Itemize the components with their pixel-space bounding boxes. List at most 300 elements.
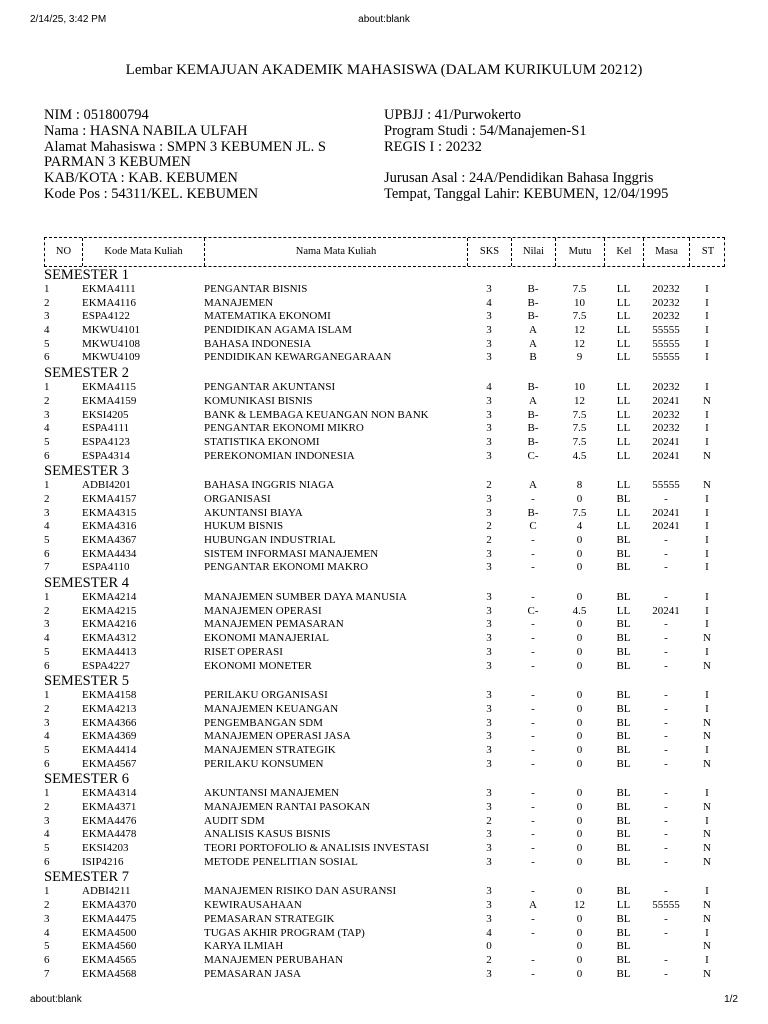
table-row xyxy=(44,787,744,801)
row-kode: ESPA4111 xyxy=(82,422,130,435)
row-kode: ESPA4122 xyxy=(82,310,130,323)
kode-pos: Kode Pos : 54311/KEL. KEBUMEN xyxy=(44,185,259,202)
row-kode: EKMA4434 xyxy=(82,547,137,560)
row-nilai: - xyxy=(531,534,535,546)
row-mutu: 12 xyxy=(574,337,585,350)
row-kel: BL xyxy=(616,842,631,855)
row-masa: 20241 xyxy=(652,506,680,519)
semester-heading: SEMESTER 1 xyxy=(44,267,129,283)
row-st: I xyxy=(705,689,709,702)
row-no: 1 xyxy=(44,479,50,492)
row-mutu: 0 xyxy=(576,591,583,604)
row-no: 6 xyxy=(44,449,50,462)
row-mutu: 0 xyxy=(576,547,583,560)
row-nama: KEWIRAUSAHAAN xyxy=(204,899,302,912)
row-nilai: B- xyxy=(527,408,539,421)
row-nilai: - xyxy=(531,743,535,756)
table-row xyxy=(44,689,744,703)
row-kel: BL xyxy=(616,814,631,827)
row-nilai: B- xyxy=(527,381,539,394)
row-st: I xyxy=(705,283,709,295)
row-st: N xyxy=(703,716,711,729)
row-nama: PENGANTAR BISNIS xyxy=(204,283,308,295)
row-sks: 4 xyxy=(486,381,492,394)
row-no: 5 xyxy=(44,645,50,658)
row-st: I xyxy=(705,381,709,394)
row-mutu: 0 xyxy=(576,787,583,800)
row-nama: KOMUNIKASI BISNIS xyxy=(204,394,313,407)
row-masa: - xyxy=(664,716,668,729)
row-masa: - xyxy=(664,885,668,898)
row-nilai: A xyxy=(529,479,537,492)
row-kel: BL xyxy=(616,940,631,953)
row-no: 3 xyxy=(44,408,50,421)
row-masa: 20241 xyxy=(652,604,680,617)
row-sks: 3 xyxy=(486,757,492,770)
row-sks: 3 xyxy=(486,394,492,407)
table-row xyxy=(44,913,744,927)
row-masa: - xyxy=(664,645,668,658)
row-nama: PENGEMBANGAN SDM xyxy=(204,716,323,729)
row-kel: LL xyxy=(616,479,631,492)
row-mutu: 0 xyxy=(576,757,583,770)
row-no: 4 xyxy=(44,422,50,435)
table-row xyxy=(44,338,744,352)
row-st: I xyxy=(705,324,709,337)
row-kel: BL xyxy=(616,885,631,898)
row-nilai: B- xyxy=(527,506,539,519)
row-kode: EKMA4367 xyxy=(82,534,137,546)
row-sks: 3 xyxy=(486,632,492,645)
row-kel: BL xyxy=(616,492,631,505)
row-mutu: 0 xyxy=(576,716,583,729)
row-nilai: - xyxy=(531,689,535,702)
row-kel: LL xyxy=(616,408,631,421)
row-mutu: 8 xyxy=(576,479,583,492)
row-kel: BL xyxy=(616,743,631,756)
row-masa: 20232 xyxy=(652,283,680,295)
row-nilai: - xyxy=(531,618,535,631)
row-masa: 20232 xyxy=(652,310,680,323)
row-masa: 55555 xyxy=(652,899,680,912)
row-no: 7 xyxy=(44,561,50,574)
row-no: 6 xyxy=(44,953,50,966)
row-kel: LL xyxy=(616,310,631,323)
row-no: 1 xyxy=(44,591,50,604)
row-st: I xyxy=(705,492,709,505)
row-nama: PENDIDIKAN KEWARGANEGARAAN xyxy=(204,351,392,364)
table-row xyxy=(44,801,744,815)
row-sks: 2 xyxy=(486,814,492,827)
row-kel: LL xyxy=(616,283,631,295)
row-nama: MANAJEMEN xyxy=(204,296,274,309)
print-page-title: about:blank xyxy=(358,14,410,25)
row-st: N xyxy=(703,757,711,770)
row-kel: BL xyxy=(616,618,631,631)
row-masa: - xyxy=(664,828,668,841)
row-mutu: 7.5 xyxy=(572,408,587,421)
row-nilai: - xyxy=(531,716,535,729)
row-st: N xyxy=(703,855,711,868)
row-nama: HUBUNGAN INDUSTRIAL xyxy=(204,534,336,546)
row-nama: TUGAS AKHIR PROGRAM (TAP) xyxy=(204,926,365,939)
row-nilai: - xyxy=(531,702,535,715)
table-row xyxy=(44,283,744,297)
col-no: NO xyxy=(45,238,83,266)
row-mutu: 0 xyxy=(576,561,583,574)
row-nama: MANAJEMEN OPERASI xyxy=(204,604,322,617)
alamat-line1: Alamat Mahasiswa : SMPN 3 KEBUMEN JL. S xyxy=(44,138,326,155)
table-row xyxy=(44,605,744,619)
row-nilai: C xyxy=(529,520,537,533)
row-st: I xyxy=(705,618,709,631)
row-mutu: 0 xyxy=(576,828,583,841)
row-kode: ESPA4123 xyxy=(82,435,130,448)
row-mutu: 12 xyxy=(574,324,585,337)
row-st: I xyxy=(705,645,709,658)
row-masa: 55555 xyxy=(652,324,680,337)
row-nilai: - xyxy=(531,561,535,574)
row-masa: - xyxy=(664,534,668,546)
table-row xyxy=(44,422,744,436)
semester-heading: SEMESTER 5 xyxy=(44,673,129,690)
row-nilai: - xyxy=(531,645,535,658)
row-sks: 3 xyxy=(486,591,492,604)
row-sks: 3 xyxy=(486,967,492,980)
semester-heading: SEMESTER 4 xyxy=(44,575,129,592)
row-no: 5 xyxy=(44,743,50,756)
row-masa: - xyxy=(664,912,668,925)
row-st: N xyxy=(703,842,711,855)
row-nilai: - xyxy=(531,659,535,672)
row-sks: 3 xyxy=(486,547,492,560)
row-sks: 3 xyxy=(486,324,492,337)
row-sks: 3 xyxy=(486,787,492,800)
row-sks: 3 xyxy=(486,618,492,631)
row-no: 7 xyxy=(44,967,50,980)
row-nama: MANAJEMEN SUMBER DAYA MANUSIA xyxy=(204,591,407,604)
row-nilai: A xyxy=(529,394,537,407)
col-nilai: Nilai xyxy=(512,238,556,266)
alamat-line2: PARMAN 3 KEBUMEN xyxy=(44,154,191,171)
row-kel: BL xyxy=(616,632,631,645)
row-mutu: 0 xyxy=(576,953,583,966)
row-st: I xyxy=(705,534,709,546)
row-no: 5 xyxy=(44,534,50,546)
row-kode: EKMA4568 xyxy=(82,967,137,980)
row-masa: - xyxy=(664,855,668,868)
row-nilai: - xyxy=(531,855,535,868)
table-row xyxy=(44,310,744,324)
row-st: I xyxy=(705,435,709,448)
row-nama: EKONOMI MANAJERIAL xyxy=(204,632,329,645)
row-no: 2 xyxy=(44,604,50,617)
table-header xyxy=(44,237,725,267)
table-row xyxy=(44,618,744,632)
print-datetime: 2/14/25, 3:42 PM xyxy=(30,14,107,25)
row-kode: EKMA4215 xyxy=(82,604,137,617)
row-masa: - xyxy=(664,689,668,702)
row-st: N xyxy=(703,912,711,925)
row-kel: BL xyxy=(616,787,631,800)
student-info-right xyxy=(384,108,744,203)
row-masa: 55555 xyxy=(652,337,680,350)
row-kode: ADBI4201 xyxy=(82,479,131,492)
row-nilai: - xyxy=(531,885,535,898)
row-kel: BL xyxy=(616,757,631,770)
row-st: I xyxy=(705,520,709,533)
col-mutu: Mutu xyxy=(556,238,605,266)
row-nilai: - xyxy=(531,828,535,841)
row-nilai: - xyxy=(531,912,535,925)
row-mutu: 0 xyxy=(576,842,583,855)
row-sks: 3 xyxy=(486,716,492,729)
row-kode: EKMA4475 xyxy=(82,912,137,925)
semester-heading: SEMESTER 3 xyxy=(44,463,129,480)
row-kode: EKMA4315 xyxy=(82,506,137,519)
row-kel: LL xyxy=(616,449,631,462)
table-row xyxy=(44,646,744,660)
row-kel: LL xyxy=(616,394,631,407)
row-mutu: 7.5 xyxy=(572,310,587,323)
table-row xyxy=(44,758,744,772)
row-kel: LL xyxy=(616,324,631,337)
row-mutu: 10 xyxy=(574,381,585,394)
table-row xyxy=(44,351,744,365)
table-row xyxy=(44,479,744,493)
row-kel: LL xyxy=(616,604,631,617)
row-nilai: A xyxy=(529,324,537,337)
row-kel: LL xyxy=(616,506,631,519)
row-st: I xyxy=(705,591,709,604)
row-st: N xyxy=(703,828,711,841)
row-st: I xyxy=(705,814,709,827)
row-sks: 3 xyxy=(486,828,492,841)
table-row xyxy=(44,856,744,870)
row-no: 3 xyxy=(44,814,50,827)
row-kode: ESPA4227 xyxy=(82,659,130,672)
row-st: N xyxy=(703,632,711,645)
row-st: N xyxy=(703,899,711,912)
row-sks: 3 xyxy=(486,337,492,350)
row-nama: MANAJEMEN PERUBAHAN xyxy=(204,953,344,966)
row-kel: LL xyxy=(616,899,631,912)
table-row xyxy=(44,561,744,575)
table-row xyxy=(44,507,744,521)
table-row xyxy=(44,534,744,548)
row-no: 1 xyxy=(44,885,50,898)
row-kel: BL xyxy=(616,689,631,702)
row-no: 2 xyxy=(44,899,50,912)
row-nama: PENDIDIKAN AGAMA ISLAM xyxy=(204,324,352,337)
row-masa: - xyxy=(664,842,668,855)
row-mutu: 0 xyxy=(576,855,583,868)
row-kode: EKMA4500 xyxy=(82,926,137,939)
row-nilai: A xyxy=(529,899,537,912)
row-mutu: 12 xyxy=(574,394,585,407)
row-masa: 55555 xyxy=(652,479,680,492)
upbjj: UPBJJ : 41/Purwokerto xyxy=(384,107,521,123)
document-title: Lembar KEMAJUAN AKADEMIK MAHASISWA (DALAM KURIKULUM 20212) xyxy=(125,62,643,78)
table-row xyxy=(44,899,744,913)
row-no: 5 xyxy=(44,940,50,953)
row-sks: 3 xyxy=(486,422,492,435)
row-kel: BL xyxy=(616,659,631,672)
row-nama: AKUNTANSI MANAJEMEN xyxy=(204,787,340,800)
row-nilai: - xyxy=(531,926,535,939)
row-masa: 20232 xyxy=(652,381,680,394)
row-mutu: 0 xyxy=(576,702,583,715)
row-kode: EKMA4314 xyxy=(82,787,137,800)
row-masa: - xyxy=(664,801,668,813)
row-mutu: 0 xyxy=(576,967,583,980)
row-masa: 20241 xyxy=(652,449,680,462)
row-masa: 20241 xyxy=(652,520,680,533)
row-mutu: 12 xyxy=(574,899,585,912)
row-no: 1 xyxy=(44,787,50,800)
row-no: 4 xyxy=(44,324,50,337)
row-masa: - xyxy=(664,743,668,756)
row-st: I xyxy=(705,296,709,309)
row-st: N xyxy=(703,449,711,462)
table-row xyxy=(44,940,744,954)
row-mutu: 0 xyxy=(576,689,583,702)
table-row xyxy=(44,927,744,941)
row-nama: METODE PENELITIAN SOSIAL xyxy=(204,855,358,868)
row-mutu: 0 xyxy=(576,912,583,925)
row-kode: EKMA4565 xyxy=(82,953,137,966)
row-masa: - xyxy=(664,591,668,604)
table-row xyxy=(44,703,744,717)
row-kel: BL xyxy=(616,967,631,980)
row-kel: BL xyxy=(616,828,631,841)
row-mutu: 0 xyxy=(576,659,583,672)
row-masa: - xyxy=(664,814,668,827)
row-nilai: - xyxy=(531,730,535,743)
row-nama: PENGANTAR EKONOMI MAKRO xyxy=(204,561,369,574)
row-nilai: B xyxy=(529,351,537,364)
row-kel: LL xyxy=(616,422,631,435)
row-kode: EKMA4157 xyxy=(82,492,137,505)
row-nilai: - xyxy=(531,757,535,770)
row-sks: 3 xyxy=(486,310,492,323)
row-no: 4 xyxy=(44,926,50,939)
row-nama: PEMASARAN JASA xyxy=(204,967,301,980)
row-kel: BL xyxy=(616,645,631,658)
row-kode: EKMA4312 xyxy=(82,632,137,645)
row-sks: 3 xyxy=(486,801,492,813)
row-nama: MANAJEMEN RANTAI PASOKAN xyxy=(204,801,371,813)
row-no: 4 xyxy=(44,730,50,743)
row-no: 1 xyxy=(44,283,50,295)
row-sks: 3 xyxy=(486,899,492,912)
row-st: I xyxy=(705,547,709,560)
row-nama: BAHASA INGGRIS NIAGA xyxy=(204,479,335,492)
row-nama: SISTEM INFORMASI MANAJEMEN xyxy=(204,547,379,560)
row-nama: TEORI PORTOFOLIO & ANALISIS INVESTASI xyxy=(204,842,429,855)
col-st: ST xyxy=(701,246,715,257)
table-row xyxy=(44,815,744,829)
row-st: N xyxy=(703,394,711,407)
row-no: 6 xyxy=(44,659,50,672)
col-sks: SKS xyxy=(468,238,512,266)
print-url: about:blank xyxy=(30,994,82,1005)
row-sks: 4 xyxy=(486,296,492,309)
row-kel: BL xyxy=(616,534,631,546)
table-row xyxy=(44,297,744,311)
row-mutu: 0 xyxy=(576,645,583,658)
row-no: 1 xyxy=(44,689,50,702)
table-row xyxy=(44,968,744,982)
row-kode: EKMA4214 xyxy=(82,591,137,604)
row-kode: EKMA4369 xyxy=(82,730,137,743)
table-row xyxy=(44,395,744,409)
row-kode: EKMA4560 xyxy=(82,940,137,953)
row-masa: - xyxy=(664,757,668,770)
row-nama: MANAJEMEN RISIKO DAN ASURANSI xyxy=(204,885,397,898)
row-mutu: 10 xyxy=(574,296,585,309)
row-no: 5 xyxy=(44,435,50,448)
table-row xyxy=(44,828,744,842)
row-nilai: - xyxy=(531,591,535,604)
row-mutu: 7.5 xyxy=(572,506,587,519)
row-nilai: - xyxy=(531,814,535,827)
table-row xyxy=(44,591,744,605)
row-st: I xyxy=(705,561,709,574)
row-masa: - xyxy=(664,632,668,645)
row-kode: EKMA4370 xyxy=(82,899,137,912)
jurusan-asal: Jurusan Asal : 24A/Pendidikan Bahasa Inggris xyxy=(384,170,654,187)
row-no: 2 xyxy=(44,801,50,813)
row-sks: 4 xyxy=(486,926,492,939)
row-st: I xyxy=(705,310,709,323)
row-st: N xyxy=(703,659,711,672)
col-nama: Nama Mata Kuliah xyxy=(205,238,468,266)
student-info-left xyxy=(44,108,374,203)
row-nilai: C- xyxy=(527,449,539,462)
row-masa: 20241 xyxy=(652,394,680,407)
row-no: 4 xyxy=(44,828,50,841)
row-kel: LL xyxy=(616,296,631,309)
row-kode: EKSI4205 xyxy=(82,408,129,421)
row-st: N xyxy=(703,479,711,492)
row-st: I xyxy=(705,702,709,715)
tempat-tanggal-lahir: Tempat, Tanggal Lahir: KEBUMEN, 12/04/1995 xyxy=(384,186,669,203)
row-sks: 3 xyxy=(486,702,492,715)
row-mutu: 4.5 xyxy=(572,449,587,462)
row-st: I xyxy=(705,408,709,421)
row-nilai: B- xyxy=(527,310,539,323)
row-kode: EKMA4316 xyxy=(82,520,137,533)
semester-heading: SEMESTER 2 xyxy=(44,365,129,382)
semester-heading: SEMESTER 6 xyxy=(44,771,129,788)
row-mutu: 0 xyxy=(576,743,583,756)
row-masa: - xyxy=(664,618,668,631)
table-row xyxy=(44,548,744,562)
row-nilai: B- xyxy=(527,283,539,295)
table-row xyxy=(44,632,744,646)
table-row xyxy=(44,842,744,856)
row-sks: 3 xyxy=(486,885,492,898)
row-kel: BL xyxy=(616,547,631,560)
row-nilai: A xyxy=(529,337,537,350)
row-st: I xyxy=(705,885,709,898)
row-mutu: 7.5 xyxy=(572,283,587,295)
row-no: 2 xyxy=(44,296,50,309)
row-kel: BL xyxy=(616,801,631,813)
row-kode: EKMA4116 xyxy=(82,296,136,309)
row-masa: - xyxy=(664,953,668,966)
